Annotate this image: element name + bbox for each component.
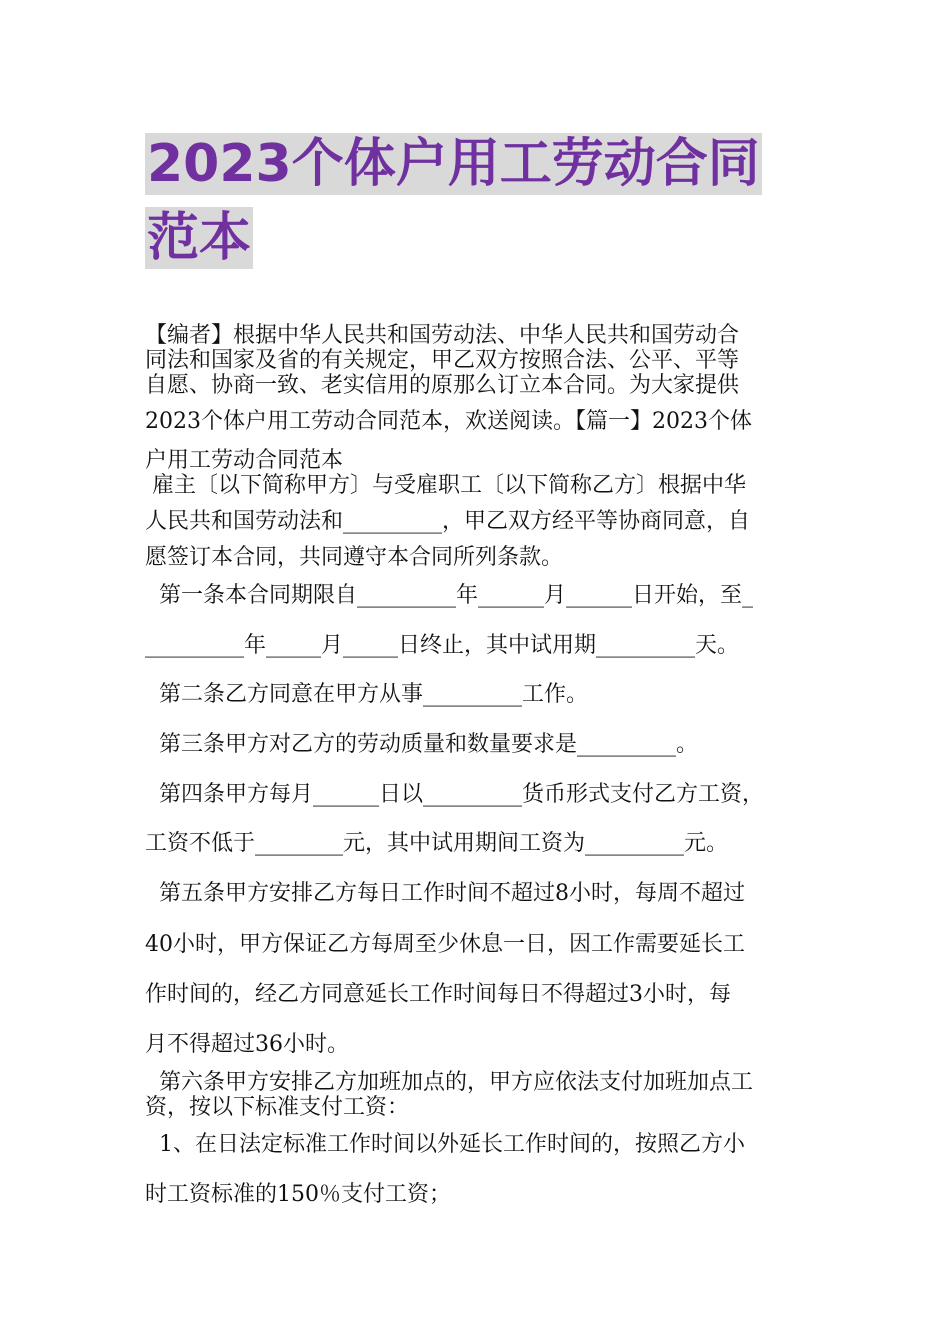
body-text-line: 1、在日法定标准工作时间以外延长工作时间的，按照乙方小 bbox=[145, 1132, 745, 1157]
body-text-line: 时工资标准的150％支付工资； bbox=[145, 1182, 451, 1207]
body-text-line: 人民共和国劳动法和_________，甲乙双方经平等协商同意，自 bbox=[145, 509, 751, 534]
body-text-line: 第四条甲方每月______日以_________货币形式支付乙方工资， bbox=[145, 782, 764, 807]
body-text-line: _________年_____月_____日终止，其中试用期_________天。 bbox=[145, 633, 740, 658]
body-text-line: 第五条甲方安排乙方每日工作时间不超过8小时，每周不超过 bbox=[145, 881, 745, 906]
body-text-line: 第三条甲方对乙方的劳动质量和数量要求是_________。 bbox=[145, 732, 698, 757]
body-text-line: 户用工劳动合同范本 bbox=[145, 448, 344, 473]
body-text-line: 第二条乙方同意在甲方从事_________工作。 bbox=[145, 682, 588, 707]
body-text-line: 资，按以下标准支付工资： bbox=[145, 1095, 410, 1120]
body-text-line: 同法和国家及省的有关规定，甲乙双方按照合法、公平、平等 bbox=[145, 348, 740, 373]
body-text-line: 40小时，甲方保证乙方每周至少休息一日，因工作需要延长工 bbox=[145, 932, 745, 957]
body-text-line: 第一条本合同期限自_________年______月______日开始，至_ bbox=[145, 583, 753, 608]
body-text-line: 月不得超过36小时。 bbox=[145, 1032, 349, 1057]
body-text-line: 工资不低于________元，其中试用期间工资为_________元。 bbox=[145, 831, 729, 856]
body-text-line: 自愿、协商一致、老实信用的原那么订立本合同。为大家提供 bbox=[145, 373, 740, 398]
body-text-line: 愿签订本合同，共同遵守本合同所列条款。 bbox=[145, 545, 564, 570]
body-text-line: 第六条甲方安排乙方加班加点的，甲方应依法支付加班加点工 bbox=[145, 1070, 753, 1095]
body-text-line: 雇主〔以下简称甲方〕与受雇职工〔以下简称乙方〕根据中华 bbox=[145, 473, 746, 498]
document-title-line-1: 2023个体户用工劳动合同 bbox=[147, 134, 760, 194]
body-text-line: 作时间的，经乙方同意延长工作时间每日不得超过3小时，每 bbox=[145, 982, 731, 1007]
document-title-line-2: 范本 bbox=[147, 208, 252, 268]
body-text-line: 【编者】根据中华人民共和国劳动法、中华人民共和国劳动合 bbox=[145, 323, 740, 348]
body-text-line: 2023个体户用工劳动合同范本，欢送阅读。【篇一】2023个体 bbox=[145, 409, 752, 434]
